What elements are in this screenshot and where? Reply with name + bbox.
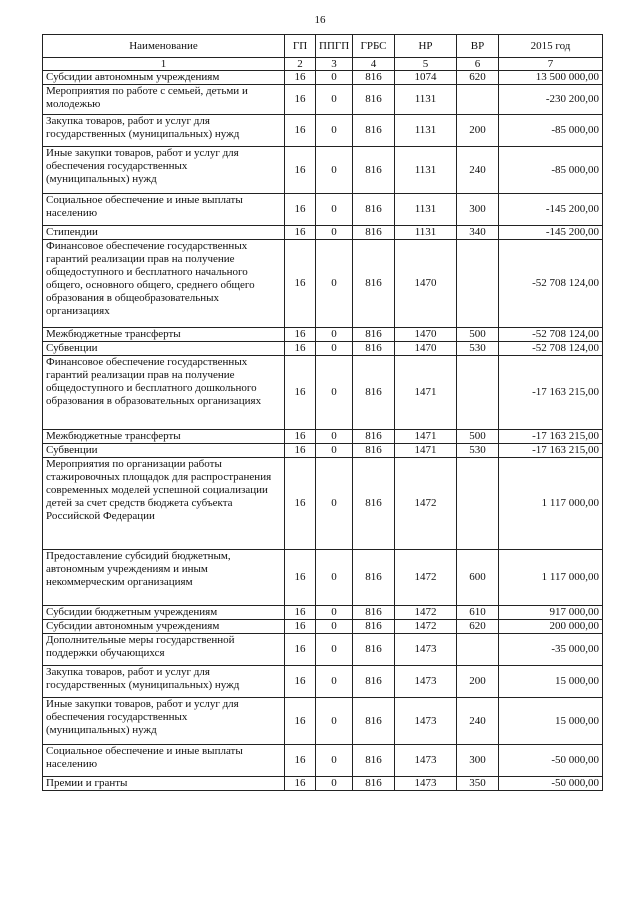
row-nr: 1472 xyxy=(395,550,457,606)
row-vr: 350 xyxy=(457,777,499,791)
row-amount: -52 708 124,00 xyxy=(499,328,603,342)
column-number: 6 xyxy=(457,58,499,71)
row-grbs: 816 xyxy=(353,444,395,458)
row-nr: 1472 xyxy=(395,620,457,634)
row-amount: -17 163 215,00 xyxy=(499,444,603,458)
row-gp: 16 xyxy=(285,458,316,550)
row-nr: 1470 xyxy=(395,342,457,356)
row-ppgp: 0 xyxy=(316,430,353,444)
row-gp: 16 xyxy=(285,634,316,666)
row-ppgp: 0 xyxy=(316,698,353,745)
row-ppgp: 0 xyxy=(316,620,353,634)
row-name: Субсидии бюджетным учреждениям xyxy=(43,606,285,620)
row-vr: 340 xyxy=(457,226,499,240)
row-gp: 16 xyxy=(285,115,316,147)
row-amount: -85 000,00 xyxy=(499,147,603,194)
row-amount: -85 000,00 xyxy=(499,115,603,147)
row-nr: 1131 xyxy=(395,85,457,115)
header-vr: ВР xyxy=(457,35,499,58)
row-ppgp: 0 xyxy=(316,356,353,430)
row-grbs: 816 xyxy=(353,745,395,777)
row-amount: -50 000,00 xyxy=(499,745,603,777)
column-number: 3 xyxy=(316,58,353,71)
row-nr: 1473 xyxy=(395,634,457,666)
header-gp: ГП xyxy=(285,35,316,58)
row-name: Премии и гранты xyxy=(43,777,285,791)
column-number: 2 xyxy=(285,58,316,71)
row-grbs: 816 xyxy=(353,430,395,444)
row-grbs: 816 xyxy=(353,634,395,666)
row-name: Мероприятия по работе с семьей, детьми и молодежью xyxy=(43,85,285,115)
row-amount: -17 163 215,00 xyxy=(499,430,603,444)
row-grbs: 816 xyxy=(353,666,395,698)
row-amount: -50 000,00 xyxy=(499,777,603,791)
row-name: Социальное обеспечение и иные выплаты населению xyxy=(43,194,285,226)
row-gp: 16 xyxy=(285,777,316,791)
row-nr: 1470 xyxy=(395,328,457,342)
row-vr xyxy=(457,458,499,550)
header-year: 2015 год xyxy=(499,35,603,58)
row-name: Иные закупки товаров, работ и услуг для обеспечения государственных (муниципальных) нужд xyxy=(43,147,285,194)
table-row xyxy=(43,444,603,458)
row-ppgp: 0 xyxy=(316,606,353,620)
row-gp: 16 xyxy=(285,328,316,342)
row-gp: 16 xyxy=(285,550,316,606)
page-number: 16 xyxy=(314,14,326,26)
row-amount: 1 117 000,00 xyxy=(499,550,603,606)
table-row xyxy=(43,147,603,194)
row-gp: 16 xyxy=(285,226,316,240)
row-vr: 620 xyxy=(457,620,499,634)
column-number: 7 xyxy=(499,58,603,71)
table-row xyxy=(43,620,603,634)
row-vr: 200 xyxy=(457,666,499,698)
row-vr: 530 xyxy=(457,342,499,356)
row-vr xyxy=(457,634,499,666)
header-row xyxy=(43,35,603,58)
column-number: 4 xyxy=(353,58,395,71)
row-gp: 16 xyxy=(285,606,316,620)
row-nr: 1472 xyxy=(395,606,457,620)
row-name: Стипендии xyxy=(43,226,285,240)
row-gp: 16 xyxy=(285,444,316,458)
row-vr: 300 xyxy=(457,194,499,226)
table-row xyxy=(43,115,603,147)
row-nr: 1471 xyxy=(395,444,457,458)
row-ppgp: 0 xyxy=(316,550,353,606)
row-grbs: 816 xyxy=(353,777,395,791)
budget-table xyxy=(42,34,603,791)
row-grbs: 816 xyxy=(353,240,395,328)
row-name: Межбюджетные трансферты xyxy=(43,328,285,342)
row-name: Мероприятия по организации работы стажировочных площадок для распространения современных моделей успешной социализации детей за счет средств бюджета субъекта Российской Федерации xyxy=(43,458,285,550)
row-amount: 13 500 000,00 xyxy=(499,71,603,85)
row-ppgp: 0 xyxy=(316,115,353,147)
row-ppgp: 0 xyxy=(316,634,353,666)
row-name: Закупка товаров, работ и услуг для государственных (муниципальных) нужд xyxy=(43,666,285,698)
column-number-row xyxy=(43,58,603,71)
table-row xyxy=(43,226,603,240)
table-row xyxy=(43,194,603,226)
row-grbs: 816 xyxy=(353,115,395,147)
row-name: Субвенции xyxy=(43,342,285,356)
row-amount: 917 000,00 xyxy=(499,606,603,620)
row-gp: 16 xyxy=(285,698,316,745)
row-ppgp: 0 xyxy=(316,666,353,698)
row-ppgp: 0 xyxy=(316,226,353,240)
row-gp: 16 xyxy=(285,194,316,226)
table-row xyxy=(43,550,603,606)
row-name: Иные закупки товаров, работ и услуг для обеспечения государственных (муниципальных) нужд xyxy=(43,698,285,745)
row-amount: 1 117 000,00 xyxy=(499,458,603,550)
row-grbs: 816 xyxy=(353,342,395,356)
row-ppgp: 0 xyxy=(316,342,353,356)
row-ppgp: 0 xyxy=(316,458,353,550)
table-row xyxy=(43,634,603,666)
row-nr: 1074 xyxy=(395,71,457,85)
row-gp: 16 xyxy=(285,240,316,328)
row-amount: -17 163 215,00 xyxy=(499,356,603,430)
row-amount: 15 000,00 xyxy=(499,698,603,745)
row-grbs: 816 xyxy=(353,698,395,745)
row-name: Межбюджетные трансферты xyxy=(43,430,285,444)
row-amount: -230 200,00 xyxy=(499,85,603,115)
row-vr: 300 xyxy=(457,745,499,777)
row-name: Субвенции xyxy=(43,444,285,458)
row-nr: 1473 xyxy=(395,777,457,791)
row-grbs: 816 xyxy=(353,147,395,194)
row-nr: 1472 xyxy=(395,458,457,550)
row-gp: 16 xyxy=(285,430,316,444)
row-ppgp: 0 xyxy=(316,71,353,85)
row-vr: 240 xyxy=(457,698,499,745)
table-row xyxy=(43,430,603,444)
table-row xyxy=(43,777,603,791)
row-grbs: 816 xyxy=(353,71,395,85)
row-name: Закупка товаров, работ и услуг для государственных (муниципальных) нужд xyxy=(43,115,285,147)
row-nr: 1131 xyxy=(395,115,457,147)
table-row xyxy=(43,666,603,698)
row-vr: 620 xyxy=(457,71,499,85)
row-gp: 16 xyxy=(285,342,316,356)
header-ppgp: ППГП xyxy=(316,35,353,58)
row-vr xyxy=(457,240,499,328)
table-row xyxy=(43,342,603,356)
row-amount: 15 000,00 xyxy=(499,666,603,698)
row-nr: 1473 xyxy=(395,666,457,698)
row-grbs: 816 xyxy=(353,85,395,115)
row-vr: 200 xyxy=(457,115,499,147)
row-amount: 200 000,00 xyxy=(499,620,603,634)
row-grbs: 816 xyxy=(353,226,395,240)
row-vr xyxy=(457,85,499,115)
header-name: Наименование xyxy=(43,35,285,58)
row-amount: -52 708 124,00 xyxy=(499,240,603,328)
row-name: Финансовое обеспечение государственных гарантий реализации прав на получение общедоступного и бесплатного начального общего, основного общего, среднего общего образования в общеобразовательных организациях xyxy=(43,240,285,328)
row-ppgp: 0 xyxy=(316,147,353,194)
row-name: Субсидии автономным учреждениям xyxy=(43,620,285,634)
row-amount: -35 000,00 xyxy=(499,634,603,666)
row-grbs: 816 xyxy=(353,356,395,430)
row-ppgp: 0 xyxy=(316,240,353,328)
row-grbs: 816 xyxy=(353,328,395,342)
row-ppgp: 0 xyxy=(316,745,353,777)
row-name: Субсидии автономным учреждениям xyxy=(43,71,285,85)
row-amount: -145 200,00 xyxy=(499,226,603,240)
row-vr: 610 xyxy=(457,606,499,620)
row-grbs: 816 xyxy=(353,194,395,226)
table-row xyxy=(43,458,603,550)
table-row xyxy=(43,745,603,777)
row-vr: 530 xyxy=(457,444,499,458)
row-vr: 600 xyxy=(457,550,499,606)
row-nr: 1471 xyxy=(395,430,457,444)
row-ppgp: 0 xyxy=(316,328,353,342)
row-grbs: 816 xyxy=(353,620,395,634)
row-gp: 16 xyxy=(285,745,316,777)
row-grbs: 816 xyxy=(353,458,395,550)
row-vr: 500 xyxy=(457,430,499,444)
row-gp: 16 xyxy=(285,356,316,430)
row-vr xyxy=(457,356,499,430)
row-ppgp: 0 xyxy=(316,85,353,115)
row-grbs: 816 xyxy=(353,606,395,620)
row-gp: 16 xyxy=(285,147,316,194)
row-gp: 16 xyxy=(285,666,316,698)
row-gp: 16 xyxy=(285,71,316,85)
table-row xyxy=(43,328,603,342)
row-gp: 16 xyxy=(285,85,316,115)
row-ppgp: 0 xyxy=(316,444,353,458)
row-nr: 1131 xyxy=(395,147,457,194)
table-row xyxy=(43,240,603,328)
column-number: 5 xyxy=(395,58,457,71)
row-gp: 16 xyxy=(285,620,316,634)
row-nr: 1470 xyxy=(395,240,457,328)
row-name: Дополнительные меры государственной поддержки обучающихся xyxy=(43,634,285,666)
row-amount: -145 200,00 xyxy=(499,194,603,226)
row-nr: 1471 xyxy=(395,356,457,430)
table-row xyxy=(43,356,603,430)
row-ppgp: 0 xyxy=(316,777,353,791)
row-nr: 1131 xyxy=(395,226,457,240)
row-vr: 240 xyxy=(457,147,499,194)
header-nr: НР xyxy=(395,35,457,58)
row-grbs: 816 xyxy=(353,550,395,606)
row-name: Социальное обеспечение и иные выплаты населению xyxy=(43,745,285,777)
table-row xyxy=(43,71,603,85)
table-row xyxy=(43,85,603,115)
header-grbs: ГРБС xyxy=(353,35,395,58)
row-amount: -52 708 124,00 xyxy=(499,342,603,356)
row-ppgp: 0 xyxy=(316,194,353,226)
row-nr: 1473 xyxy=(395,745,457,777)
table-row xyxy=(43,606,603,620)
row-name: Финансовое обеспечение государственных гарантий реализации прав на получение общедоступного и бесплатного дошкольного образования в образовательных организациях xyxy=(43,356,285,430)
row-nr: 1131 xyxy=(395,194,457,226)
row-nr: 1473 xyxy=(395,698,457,745)
row-vr: 500 xyxy=(457,328,499,342)
row-name: Предоставление субсидий бюджетным, автономным учреждениям и иным некоммерческим организациям xyxy=(43,550,285,606)
column-number: 1 xyxy=(43,58,285,71)
table-row xyxy=(43,698,603,745)
